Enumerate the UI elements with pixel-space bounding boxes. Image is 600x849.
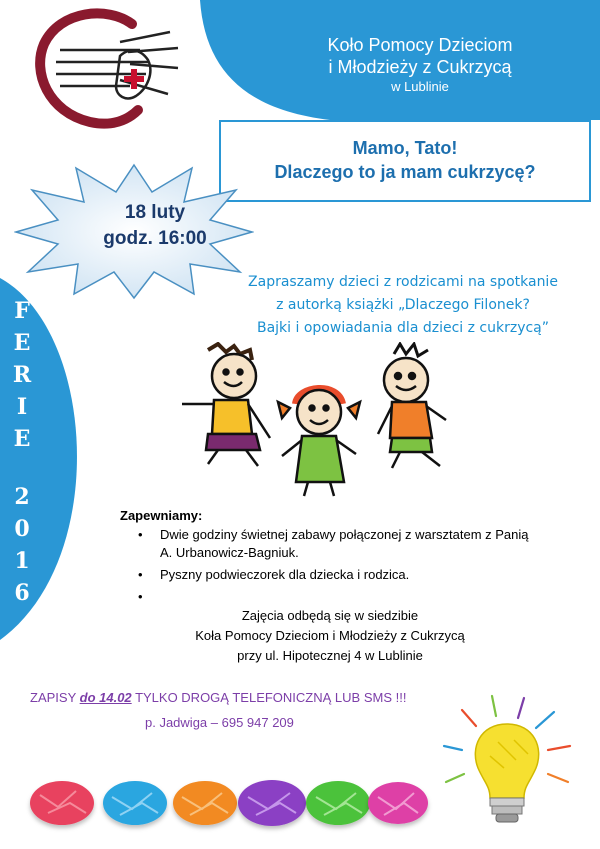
assurances-title: Zapewniamy: bbox=[120, 508, 203, 523]
banner-letter: 6 bbox=[14, 580, 30, 606]
banner-letter: I bbox=[16, 394, 28, 420]
child-orange-shirt bbox=[378, 344, 446, 468]
banner-letter: E bbox=[13, 330, 31, 356]
organization-logo bbox=[20, 2, 180, 132]
banner-letter: 2 bbox=[14, 484, 30, 510]
child-yellow-shirt bbox=[182, 344, 270, 466]
headline-line1: Mamo, Tato! bbox=[352, 138, 458, 158]
venue-line3: przy ul. Hipotecznej 4 w Lublinie bbox=[237, 648, 423, 663]
crumpled-paper-orange-icon bbox=[173, 781, 237, 825]
list-item: • Pyszny podwieczorek dla dziecka i rodzica. bbox=[120, 566, 540, 584]
venue-text bbox=[160, 606, 500, 666]
venue-line1: Zajęcia odbędą się w siedzibie bbox=[241, 608, 419, 623]
list-item bbox=[120, 588, 540, 606]
crumpled-paper-blue-icon bbox=[103, 781, 167, 825]
crumpled-paper-purple-icon bbox=[238, 780, 306, 826]
assurances-list bbox=[120, 526, 540, 610]
child-green-dress bbox=[278, 389, 360, 496]
organization-city: w Lublinie bbox=[391, 79, 449, 94]
banner-letter: 0 bbox=[14, 516, 30, 542]
headline-box bbox=[219, 120, 591, 202]
banner-letter: 1 bbox=[14, 548, 30, 574]
banner-letter: R bbox=[12, 362, 32, 388]
invitation-line3: Bajki i opowiadania dla dzieci z cukrzycą” bbox=[256, 320, 550, 336]
headline-line2: Dlaczego to ja mam cukrzycę? bbox=[274, 162, 536, 182]
signup-suffix: TYLKO DROGĄ TELEFONICZNĄ LUB SMS !!! bbox=[135, 690, 407, 705]
invitation-text bbox=[218, 271, 588, 340]
list-item: • Dwie godziny świetnej zabawy połączonej z warsztatem z Panią A. Urbanowicz-Bagniuk. bbox=[120, 526, 540, 562]
event-day: 18 luty bbox=[124, 202, 186, 223]
venue-line2: Koła Pomocy Dzieciom i Młodzieży z Cukrzycą bbox=[195, 628, 465, 643]
children-illustration bbox=[178, 342, 478, 502]
crumpled-paper-row bbox=[0, 773, 600, 843]
crumpled-paper-green-icon bbox=[306, 781, 370, 825]
crumpled-paper-red-icon bbox=[30, 781, 94, 825]
organization-name bbox=[270, 34, 570, 96]
invitation-line1: Zapraszamy dzieci z rodzicami na spotkanie bbox=[248, 274, 558, 290]
organization-name-line1: Koło Pomocy Dzieciom bbox=[327, 35, 513, 55]
banner-letter: E bbox=[13, 426, 31, 452]
signup-line bbox=[30, 690, 450, 705]
banner-letter: F bbox=[14, 298, 30, 324]
contact-line: p. Jadwiga – 695 947 209 bbox=[145, 715, 294, 730]
crumpled-paper-magenta-icon bbox=[368, 782, 428, 824]
signup-prefix: ZAPISY bbox=[30, 690, 77, 705]
event-date bbox=[60, 200, 250, 252]
signup-deadline: do 14.02 bbox=[79, 690, 132, 705]
event-time: godz. 16:00 bbox=[103, 228, 207, 249]
invitation-line2: z autorką książki „Dlaczego Filonek? bbox=[276, 297, 530, 313]
organization-name-line2: i Młodzieży z Cukrzycą bbox=[328, 57, 512, 77]
